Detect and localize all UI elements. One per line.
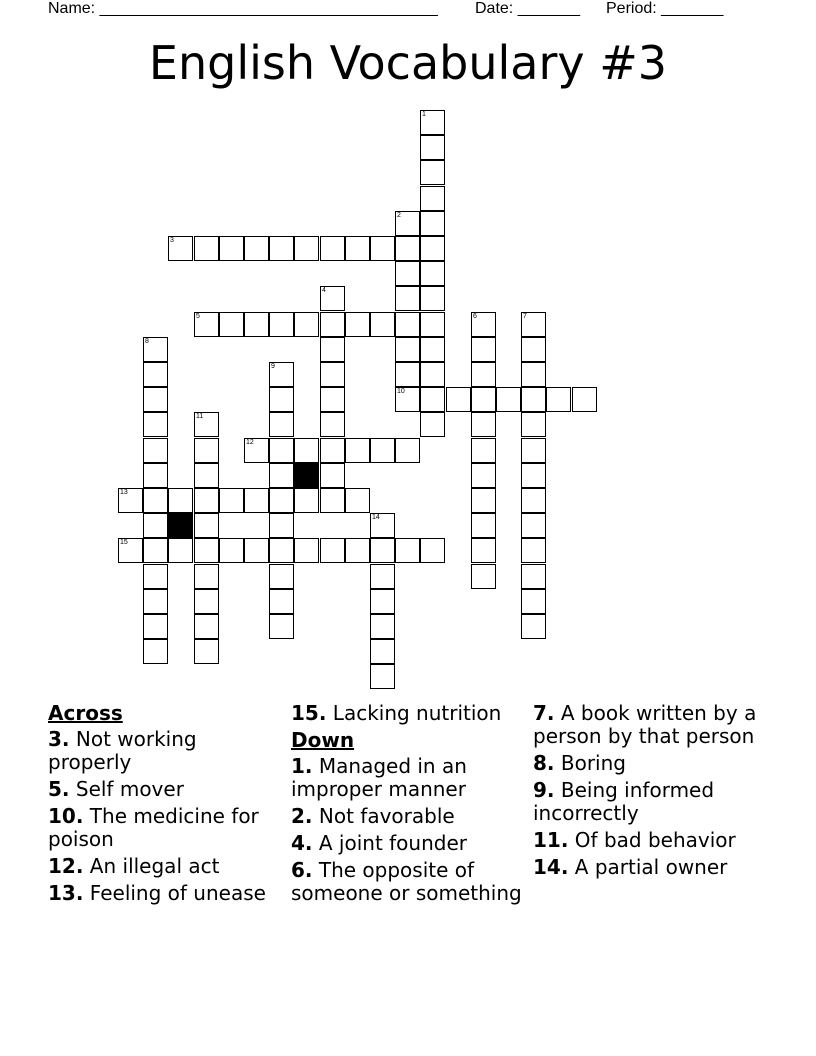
clue-across-13: 13. Feeling of unease [48, 881, 266, 905]
clue-number: 6 [473, 313, 477, 320]
clue-number: 14 [372, 514, 380, 521]
period-blank[interactable]: _______ [661, 0, 724, 17]
grid-cell[interactable] [521, 589, 546, 614]
down-heading: Down [291, 728, 355, 752]
grid-cell[interactable] [320, 412, 345, 437]
grid-cell[interactable] [395, 387, 420, 412]
page-title: English Vocabulary #3 [148, 36, 668, 90]
grid-cell[interactable] [395, 538, 420, 563]
grid-cell[interactable] [395, 362, 420, 387]
grid-cell[interactable] [395, 236, 420, 261]
grid-cell[interactable] [521, 513, 546, 538]
clue-down-1: 1. Managed in an improper manner [291, 754, 467, 801]
grid-cell[interactable] [395, 211, 420, 236]
grid-cell[interactable] [143, 564, 168, 589]
grid-cell[interactable] [194, 412, 219, 437]
grid-cell[interactable] [420, 312, 445, 337]
grid-cell[interactable] [320, 538, 345, 563]
grid-cell[interactable] [294, 236, 319, 261]
grid-cell[interactable] [143, 387, 168, 412]
grid-cell[interactable] [143, 362, 168, 387]
grid-cell[interactable] [370, 564, 395, 589]
grid-cell[interactable] [194, 488, 219, 513]
grid-cell[interactable] [370, 614, 395, 639]
grid-cell[interactable] [143, 589, 168, 614]
grid-cell[interactable] [345, 312, 370, 337]
grid-cell[interactable] [471, 463, 496, 488]
clue-number: 12 [246, 439, 254, 446]
clue-number: 3 [170, 237, 174, 244]
black-square [168, 513, 193, 538]
grid-cell[interactable] [143, 412, 168, 437]
clue-down-14: 14. A partial owner [533, 855, 728, 879]
grid-cell[interactable] [420, 286, 445, 311]
grid-cell[interactable] [395, 337, 420, 362]
clue-number: 13 [120, 489, 128, 496]
grid-cell[interactable] [521, 387, 546, 412]
clue-number: 7 [523, 313, 527, 320]
grid-cell[interactable] [320, 387, 345, 412]
grid-cell[interactable] [143, 614, 168, 639]
grid-cell[interactable] [269, 564, 294, 589]
grid-cell[interactable] [194, 614, 219, 639]
clue-down-2: 2. Not favorable [291, 804, 455, 828]
clue-down-7: 7. A book written by a person by that person [533, 701, 757, 748]
clue-down-9: 9. Being informed incorrectly [533, 778, 715, 825]
grid-cell[interactable] [320, 337, 345, 362]
grid-cell[interactable] [143, 513, 168, 538]
grid-cell[interactable] [244, 236, 269, 261]
grid-cell[interactable] [269, 412, 294, 437]
grid-cell[interactable] [143, 337, 168, 362]
grid-cell[interactable] [395, 261, 420, 286]
clue-down-6: 6. The opposite of someone or something [291, 858, 522, 905]
grid-cell[interactable] [521, 463, 546, 488]
grid-cell[interactable] [471, 438, 496, 463]
grid-cell[interactable] [143, 438, 168, 463]
grid-cell[interactable] [471, 387, 496, 412]
grid-cell[interactable] [269, 362, 294, 387]
clue-down-8: 8. Boring [533, 751, 626, 775]
grid-cell[interactable] [420, 362, 445, 387]
grid-cell[interactable] [143, 538, 168, 563]
grid-cell[interactable] [143, 639, 168, 664]
grid-cell[interactable] [471, 564, 496, 589]
grid-cell[interactable] [269, 589, 294, 614]
clue-across-3: 3. Not working properly [48, 727, 197, 774]
grid-cell[interactable] [143, 463, 168, 488]
grid-cell[interactable] [118, 538, 143, 563]
clue-across-10: 10. The medicine for poison [48, 804, 259, 851]
grid-cell[interactable] [168, 488, 193, 513]
grid-cell[interactable] [194, 438, 219, 463]
grid-cell[interactable] [370, 438, 395, 463]
grid-cell[interactable] [521, 538, 546, 563]
grid-cell[interactable] [194, 236, 219, 261]
grid-cell[interactable] [219, 236, 244, 261]
grid-cell[interactable] [521, 614, 546, 639]
grid-cell[interactable] [370, 589, 395, 614]
grid-cell[interactable] [320, 286, 345, 311]
clue-column-1 [48, 702, 283, 909]
across-heading: Across [48, 701, 123, 725]
grid-cell[interactable] [294, 438, 319, 463]
grid-cell[interactable] [420, 538, 445, 563]
name-blank[interactable]: ______________________________________ [99, 0, 438, 17]
grid-cell[interactable] [471, 337, 496, 362]
grid-cell[interactable] [294, 488, 319, 513]
grid-cell[interactable] [546, 387, 571, 412]
grid-cell[interactable] [269, 463, 294, 488]
grid-cell[interactable] [420, 110, 445, 135]
grid-cell[interactable] [244, 438, 269, 463]
period-label: Period: [606, 0, 657, 17]
clue-across-15: 15. Lacking nutrition [291, 701, 502, 725]
grid-cell[interactable] [244, 538, 269, 563]
grid-cell[interactable] [521, 438, 546, 463]
grid-cell[interactable] [420, 236, 445, 261]
date-blank[interactable]: _______ [517, 0, 580, 17]
clue-down-4: 4. A joint founder [291, 831, 467, 855]
grid-cell[interactable] [320, 438, 345, 463]
grid-cell[interactable] [471, 312, 496, 337]
clue-column-2 [291, 702, 526, 909]
grid-cell[interactable] [496, 387, 521, 412]
grid-cell[interactable] [168, 236, 193, 261]
grid-cell[interactable] [219, 538, 244, 563]
grid-cell[interactable] [521, 337, 546, 362]
grid-cell[interactable] [320, 312, 345, 337]
grid-cell[interactable] [269, 488, 294, 513]
grid-cell[interactable] [194, 312, 219, 337]
grid-cell[interactable] [194, 538, 219, 563]
grid-cell[interactable] [320, 488, 345, 513]
clue-number: 5 [196, 313, 200, 320]
grid-cell[interactable] [194, 513, 219, 538]
grid-cell[interactable] [420, 387, 445, 412]
grid-cell[interactable] [420, 186, 445, 211]
grid-cell[interactable] [521, 362, 546, 387]
grid-cell[interactable] [471, 362, 496, 387]
grid-cell[interactable] [395, 438, 420, 463]
grid-cell[interactable] [420, 261, 445, 286]
grid-cell[interactable] [269, 387, 294, 412]
grid-cell[interactable] [244, 488, 269, 513]
clue-number: 10 [397, 388, 405, 395]
grid-cell[interactable] [370, 236, 395, 261]
grid-cell[interactable] [471, 488, 496, 513]
grid-cell[interactable] [219, 312, 244, 337]
grid-cell[interactable] [269, 438, 294, 463]
grid-cell[interactable] [294, 538, 319, 563]
grid-cell[interactable] [471, 538, 496, 563]
grid-cell[interactable] [521, 564, 546, 589]
grid-cell[interactable] [370, 664, 395, 689]
grid-cell[interactable] [194, 639, 219, 664]
date-label: Date: [475, 0, 514, 17]
grid-cell[interactable] [395, 286, 420, 311]
grid-cell[interactable] [471, 412, 496, 437]
grid-cell[interactable] [521, 488, 546, 513]
grid-cell[interactable] [471, 513, 496, 538]
black-square [294, 463, 319, 488]
grid-cell[interactable] [143, 488, 168, 513]
grid-cell[interactable] [219, 488, 244, 513]
grid-cell[interactable] [395, 312, 420, 337]
grid-cell[interactable] [370, 639, 395, 664]
grid-cell[interactable] [345, 538, 370, 563]
grid-cell[interactable] [521, 412, 546, 437]
grid-cell[interactable] [446, 387, 471, 412]
clue-column-3 [533, 702, 773, 883]
clue-number: 11 [196, 413, 204, 420]
grid-cell[interactable] [345, 488, 370, 513]
grid-cell[interactable] [194, 564, 219, 589]
grid-cell[interactable] [521, 312, 546, 337]
grid-cell[interactable] [194, 589, 219, 614]
grid-cell[interactable] [118, 488, 143, 513]
grid-cell[interactable] [320, 362, 345, 387]
grid-cell[interactable] [420, 337, 445, 362]
grid-cell[interactable] [370, 312, 395, 337]
grid-cell[interactable] [244, 312, 269, 337]
grid-cell[interactable] [269, 236, 294, 261]
grid-cell[interactable] [370, 538, 395, 563]
grid-cell[interactable] [194, 463, 219, 488]
grid-cell[interactable] [420, 135, 445, 160]
clue-number: 1 [422, 111, 426, 118]
clue-across-5: 5. Self mover [48, 777, 184, 801]
grid-cell[interactable] [269, 614, 294, 639]
clue-down-11: 11. Of bad behavior [533, 828, 736, 852]
clue-number: 8 [145, 338, 149, 345]
grid-cell[interactable] [345, 236, 370, 261]
grid-cell[interactable] [320, 463, 345, 488]
clue-number: 9 [271, 363, 275, 370]
grid-cell[interactable] [294, 312, 319, 337]
grid-cell[interactable] [572, 387, 597, 412]
clue-number: 2 [397, 212, 401, 219]
name-label: Name: [48, 0, 96, 17]
grid-cell[interactable] [420, 211, 445, 236]
grid-cell[interactable] [345, 438, 370, 463]
grid-cell[interactable] [370, 513, 395, 538]
grid-cell[interactable] [420, 160, 445, 185]
grid-cell[interactable] [420, 412, 445, 437]
grid-cell[interactable] [269, 538, 294, 563]
clue-across-12: 12. An illegal act [48, 854, 220, 878]
grid-cell[interactable] [269, 513, 294, 538]
clue-number: 4 [322, 287, 326, 294]
grid-cell[interactable] [168, 538, 193, 563]
clue-number: 15 [120, 539, 128, 546]
grid-cell[interactable] [320, 236, 345, 261]
grid-cell[interactable] [269, 312, 294, 337]
